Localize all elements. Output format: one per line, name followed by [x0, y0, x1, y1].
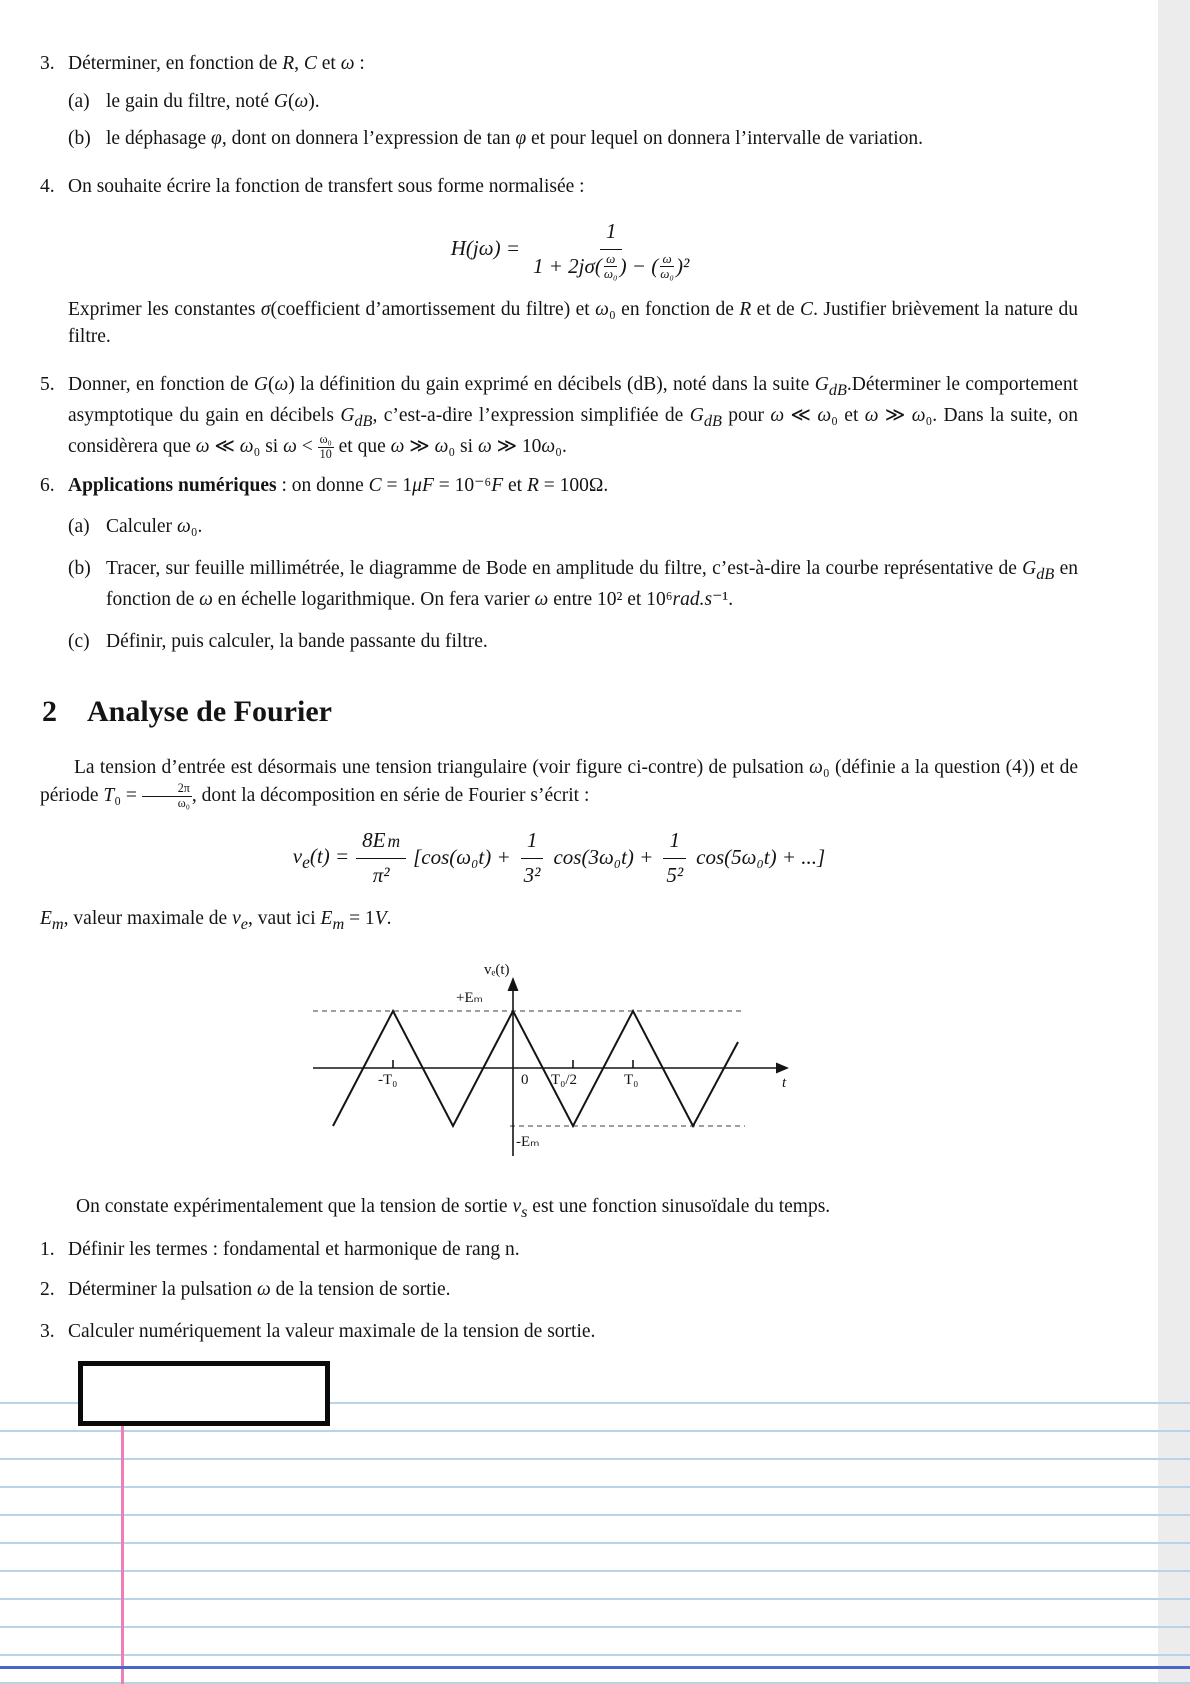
notebook-margin-line [121, 1392, 124, 1684]
subitem-number: (c) [68, 630, 90, 652]
y-axis-arrow [508, 977, 519, 991]
formula-fraction [518, 826, 547, 891]
formula-term: cos(5ω₀t) + ...] [696, 845, 826, 870]
subitem-number: (a) [68, 516, 90, 538]
figure-minus-em-label: -Eₘ [516, 1133, 540, 1150]
formula-numerator: 8E m [356, 826, 406, 859]
subitem-number: (b) [68, 128, 91, 150]
figure-t-label: t [782, 1074, 787, 1091]
list-item-4 [40, 173, 1078, 361]
formula-term: )² [675, 253, 690, 278]
formula-fraction [527, 217, 695, 282]
subitem-text: Calculer ω₀. [106, 516, 203, 538]
formula-term: [cos(ω₀t) + [413, 845, 511, 870]
item-text: Déterminer, en fonction de R, C et ω : [68, 53, 365, 74]
question-text: Déterminer la pulsation ω de la tension de sortie. [68, 1278, 451, 1300]
list-item-6a [68, 513, 1078, 541]
subitem-number: (a) [68, 90, 90, 112]
formula-term: ω₀ [660, 266, 674, 282]
list-item-6c [68, 628, 1078, 656]
formula-term: ω₀ [603, 266, 618, 282]
formula-lhs: $v_e(t)$ = [292, 843, 350, 873]
list-item-3 [40, 50, 1078, 163]
item-number: 3. [40, 1320, 55, 1342]
formula-fraction [356, 826, 406, 891]
figure-t0-label: T₀ [624, 1071, 639, 1088]
em-value-paragraph: $E_m$, valeur maximale de $v_e$, vaut ici $E_m = 1V$. [40, 907, 392, 933]
section-number: 2 [42, 695, 57, 729]
observation-paragraph: On constate expérimentalement que la tension de sortie $v_s$ est une fonction sinusoïdale du temps. [76, 1196, 831, 1222]
section-title: Analyse de Fourier [87, 695, 332, 729]
item-number: 2. [40, 1278, 55, 1300]
figure-minus-t0-label: -T₀ [378, 1071, 398, 1088]
document-content [40, 50, 1078, 1426]
triangular-waveform-figure [298, 956, 798, 1180]
list-item-6b [68, 555, 1078, 614]
figure-ylabel: vₑ(t) [484, 961, 510, 978]
list-item-6 [40, 472, 1078, 666]
subitem-text: Tracer, sur feuille millimétrée, le diagramme de Bode en amplitude du filtre, c’est-à-dire la courbe représentative de $G_{dB}$ en fonction de ω en échelle logarithmique. On fera varier ω entre 10² et 10⁶rad.s⁻¹. [106, 557, 1079, 610]
list-item-5 [40, 371, 1078, 461]
formula-lhs: H(jω) = [450, 236, 520, 261]
figure-plus-em-label: +Eₘ [456, 989, 483, 1006]
question-2 [40, 1276, 1078, 1304]
transfer-function-formula [68, 217, 1078, 282]
formula-numerator: 1 [663, 826, 686, 859]
formula-fraction [660, 826, 689, 891]
item-body [68, 173, 1078, 361]
fourier-intro-paragraph: La tension d’entrée est désormais une tension triangulaire (voir figure ci-contre) de pulsation ω₀ (définie a la question (4)) et de période T₀ = $\frac{2\pi}{\text{ω₀}}$ , dont la décomposition en série de Fourier s’écrit : [40, 756, 1078, 810]
subitem-text: le déphasage φ, dont on donnera l’expression de tan φ et pour lequel on donnera l’intervalle de variation. [106, 128, 924, 150]
x-axis-arrow [776, 1062, 789, 1073]
figure-t0-half-label: T₀/2 [551, 1071, 578, 1088]
formula-denominator: 5² [666, 862, 684, 887]
formula-term: 1 + 2jσ( [532, 253, 602, 278]
item-number: 5. [40, 374, 55, 396]
item-paragraph: Exprimer les constantes σ(coefficient d’amortissement du filtre) et ω₀ en fonction de R et de C. Justifier brièvement la nature du filtre. [68, 298, 1078, 348]
question-text: Calculer numériquement la valeur maximale de la tension de sortie. [68, 1320, 596, 1342]
item-text: Applications numériques : on donne C = 1μF = 10⁻⁶F et R = 100Ω. [68, 474, 609, 496]
fourier-series-formula [40, 826, 1078, 891]
item-body [68, 472, 1078, 666]
item-number: 4. [40, 176, 55, 198]
question-text: Définir les termes : fondamental et harmonique de rang n. [68, 1239, 520, 1261]
formula-small-fraction [660, 252, 674, 282]
figure-zero-label: 0 [521, 1071, 529, 1088]
formula-denominator: π² [372, 862, 390, 887]
notebook-bottom-line [0, 1666, 1190, 1669]
item-text: On souhaite écrire la fonction de transfert sous forme normalisée : [68, 176, 585, 198]
formula-term: cos(3ω₀t) + [553, 845, 654, 870]
section-heading [42, 691, 1078, 734]
formula-small-fraction [604, 252, 618, 282]
formula-term: ) − ( [619, 253, 659, 278]
item-body [68, 50, 1078, 163]
list-item-3a [68, 88, 1078, 116]
formula-numerator: 1 [600, 217, 623, 250]
item-number: 1. [40, 1239, 55, 1261]
formula-numerator: 1 [521, 826, 544, 859]
subitem-text: le gain du filtre, noté G(ω). [106, 90, 320, 112]
waveform-svg [298, 956, 798, 1171]
formula-term: ω [662, 250, 672, 266]
question-3 [40, 1318, 1078, 1346]
list-item-3b [68, 125, 1078, 153]
question-1 [40, 1236, 1078, 1264]
subitem-number: (b) [68, 557, 91, 579]
item-number: 3. [40, 53, 55, 74]
subitem-text: Définir, puis calculer, la bande passante du filtre. [106, 630, 488, 652]
item-text: Donner, en fonction de G(ω) la définition du gain exprimé en décibels (dB), noté dans la suite $G_{dB}.Déterminer$ le comportement asymptotique du gain en décibels $G_{dB}$, c’est-a-dire l’expression simplifiée de $G_{dB}$ pour ω ≪ ω₀ et ω ≫ ω₀. Dans la suite, on considèrera que ω ≪ ω₀ si ω < $\frac{\text{ω₀}}{10}$ et que ω ≫ ω₀ si ω ≫ 10ω₀. [68, 374, 1079, 461]
item-number: 6. [40, 474, 55, 496]
answer-box [78, 1361, 330, 1426]
formula-denominator: 3² [523, 862, 541, 887]
formula-term: ω [606, 250, 616, 266]
formula-denominator [527, 250, 695, 282]
